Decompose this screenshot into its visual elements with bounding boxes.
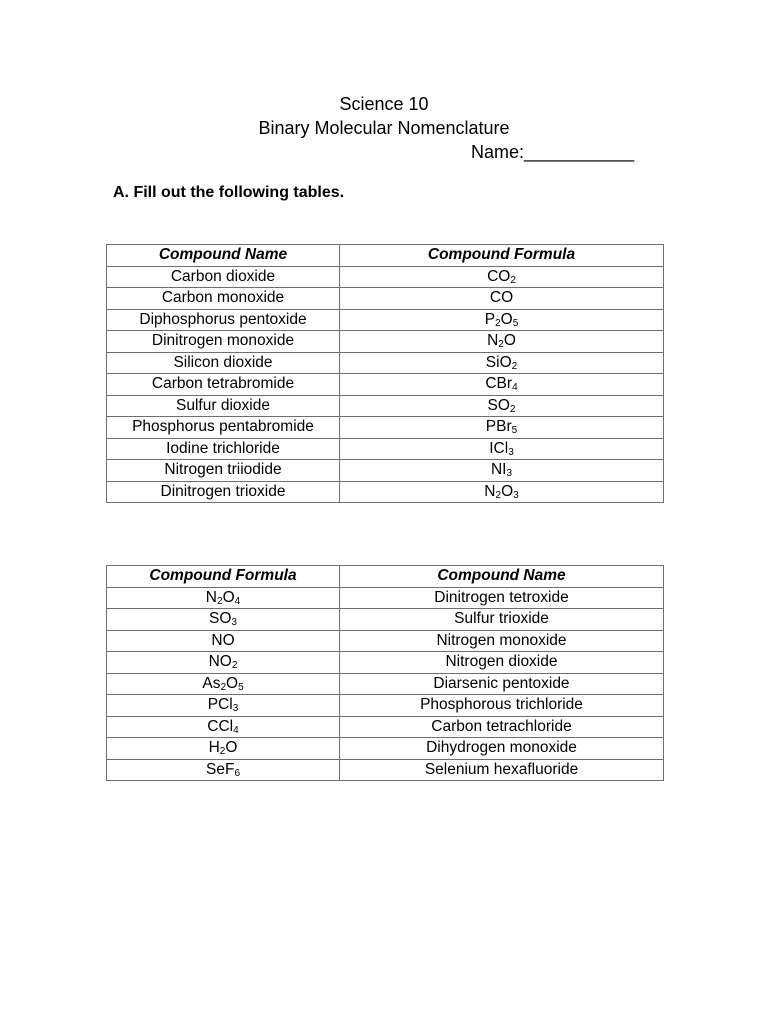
column-header: Compound Name [340,566,664,588]
compound-formula-cell: PBr$_5$ [340,417,664,439]
compound-name-cell: Dinitrogen monoxide [107,331,340,353]
compound-name-cell: Silicon dioxide [107,352,340,374]
column-header: Compound Formula [340,245,664,267]
worksheet-header [0,92,768,162]
table-row [107,288,664,310]
compound-name-cell: Carbon tetrabromide [107,374,340,396]
compound-formula-cell: $NI_3$ [340,460,664,482]
compound-name-cell: Dihydrogen monoxide [340,738,664,760]
compound-formula-cell: $N_2O_3$ [340,481,664,503]
compound-name-cell: Dinitrogen tetroxide [340,587,664,609]
table-header-row [107,245,664,267]
table-row [107,266,664,288]
table-header-row [107,566,664,588]
compound-name-cell: Iodine trichloride [107,438,340,460]
compound-name-cell: Diarsenic pentoxide [340,673,664,695]
compound-formula-cell: $H_2O$ [107,738,340,760]
compound-name-cell: Diphosphorus pentoxide [107,309,340,331]
compound-formula-cell: NO [107,630,340,652]
table-row [107,331,664,353]
table-row [107,374,664,396]
table-row [107,716,664,738]
table-row [107,309,664,331]
name-to-formula-table [106,244,664,503]
compound-formula-cell: $NO_2$ [107,652,340,674]
compound-formula-cell: SeF$_6$ [107,759,340,781]
table-row [107,673,664,695]
compound-name-cell: Nitrogen triiodide [107,460,340,482]
compound-formula-cell: CCl$_4$ [107,716,340,738]
formula-to-name-table [106,565,664,781]
compound-name-cell: Selenium hexafluoride [340,759,664,781]
compound-formula-cell: SiO$_2$ [340,352,664,374]
column-header: Compound Name [107,245,340,267]
compound-formula-cell: $SO_3$ [107,609,340,631]
compound-name-cell: Carbon tetrachloride [340,716,664,738]
table-row [107,738,664,760]
worksheet-title: Binary Molecular Nomenclature [258,118,510,138]
table-row [107,438,664,460]
compound-name-cell: Carbon dioxide [107,266,340,288]
table-row [107,759,664,781]
compound-formula-cell: $As_2O_5$ [107,673,340,695]
compound-name-cell: Nitrogen dioxide [340,652,664,674]
table-row [107,695,664,717]
compound-formula-cell: $CO_2$ [340,266,664,288]
compound-name-cell: Dinitrogen trioxide [107,481,340,503]
table-row [107,352,664,374]
table-row [107,481,664,503]
compound-formula-cell: $N_2O$ [340,331,664,353]
compound-formula-cell: PCl$_3$ [107,695,340,717]
compound-name-cell: Phosphorous trichloride [340,695,664,717]
compound-formula-cell: $SO_2$ [340,395,664,417]
table-row [107,652,664,674]
compound-name-cell: Carbon monoxide [107,288,340,310]
section-a-instruction: A. Fill out the following tables. [113,184,345,201]
course-title: Science 10 [339,94,429,114]
compound-name-cell: Sulfur trioxide [340,609,664,631]
table-row [107,630,664,652]
compound-formula-cell: $N_2O_4$ [107,587,340,609]
table-row [107,460,664,482]
column-header: Compound Formula [107,566,340,588]
table-row [107,417,664,439]
table-row [107,587,664,609]
table-row [107,395,664,417]
compound-formula-cell: CBr$_4$ [340,374,664,396]
compound-formula-cell: $P_2O_5$ [340,309,664,331]
compound-formula-cell: ICl$_3$ [340,438,664,460]
compound-name-cell: Phosphorus pentabromide [107,417,340,439]
compound-name-cell: Sulfur dioxide [107,395,340,417]
compound-formula-cell: CO [340,288,664,310]
name-field: Name:___________ [471,142,635,162]
table-row [107,609,664,631]
compound-name-cell: Nitrogen monoxide [340,630,664,652]
